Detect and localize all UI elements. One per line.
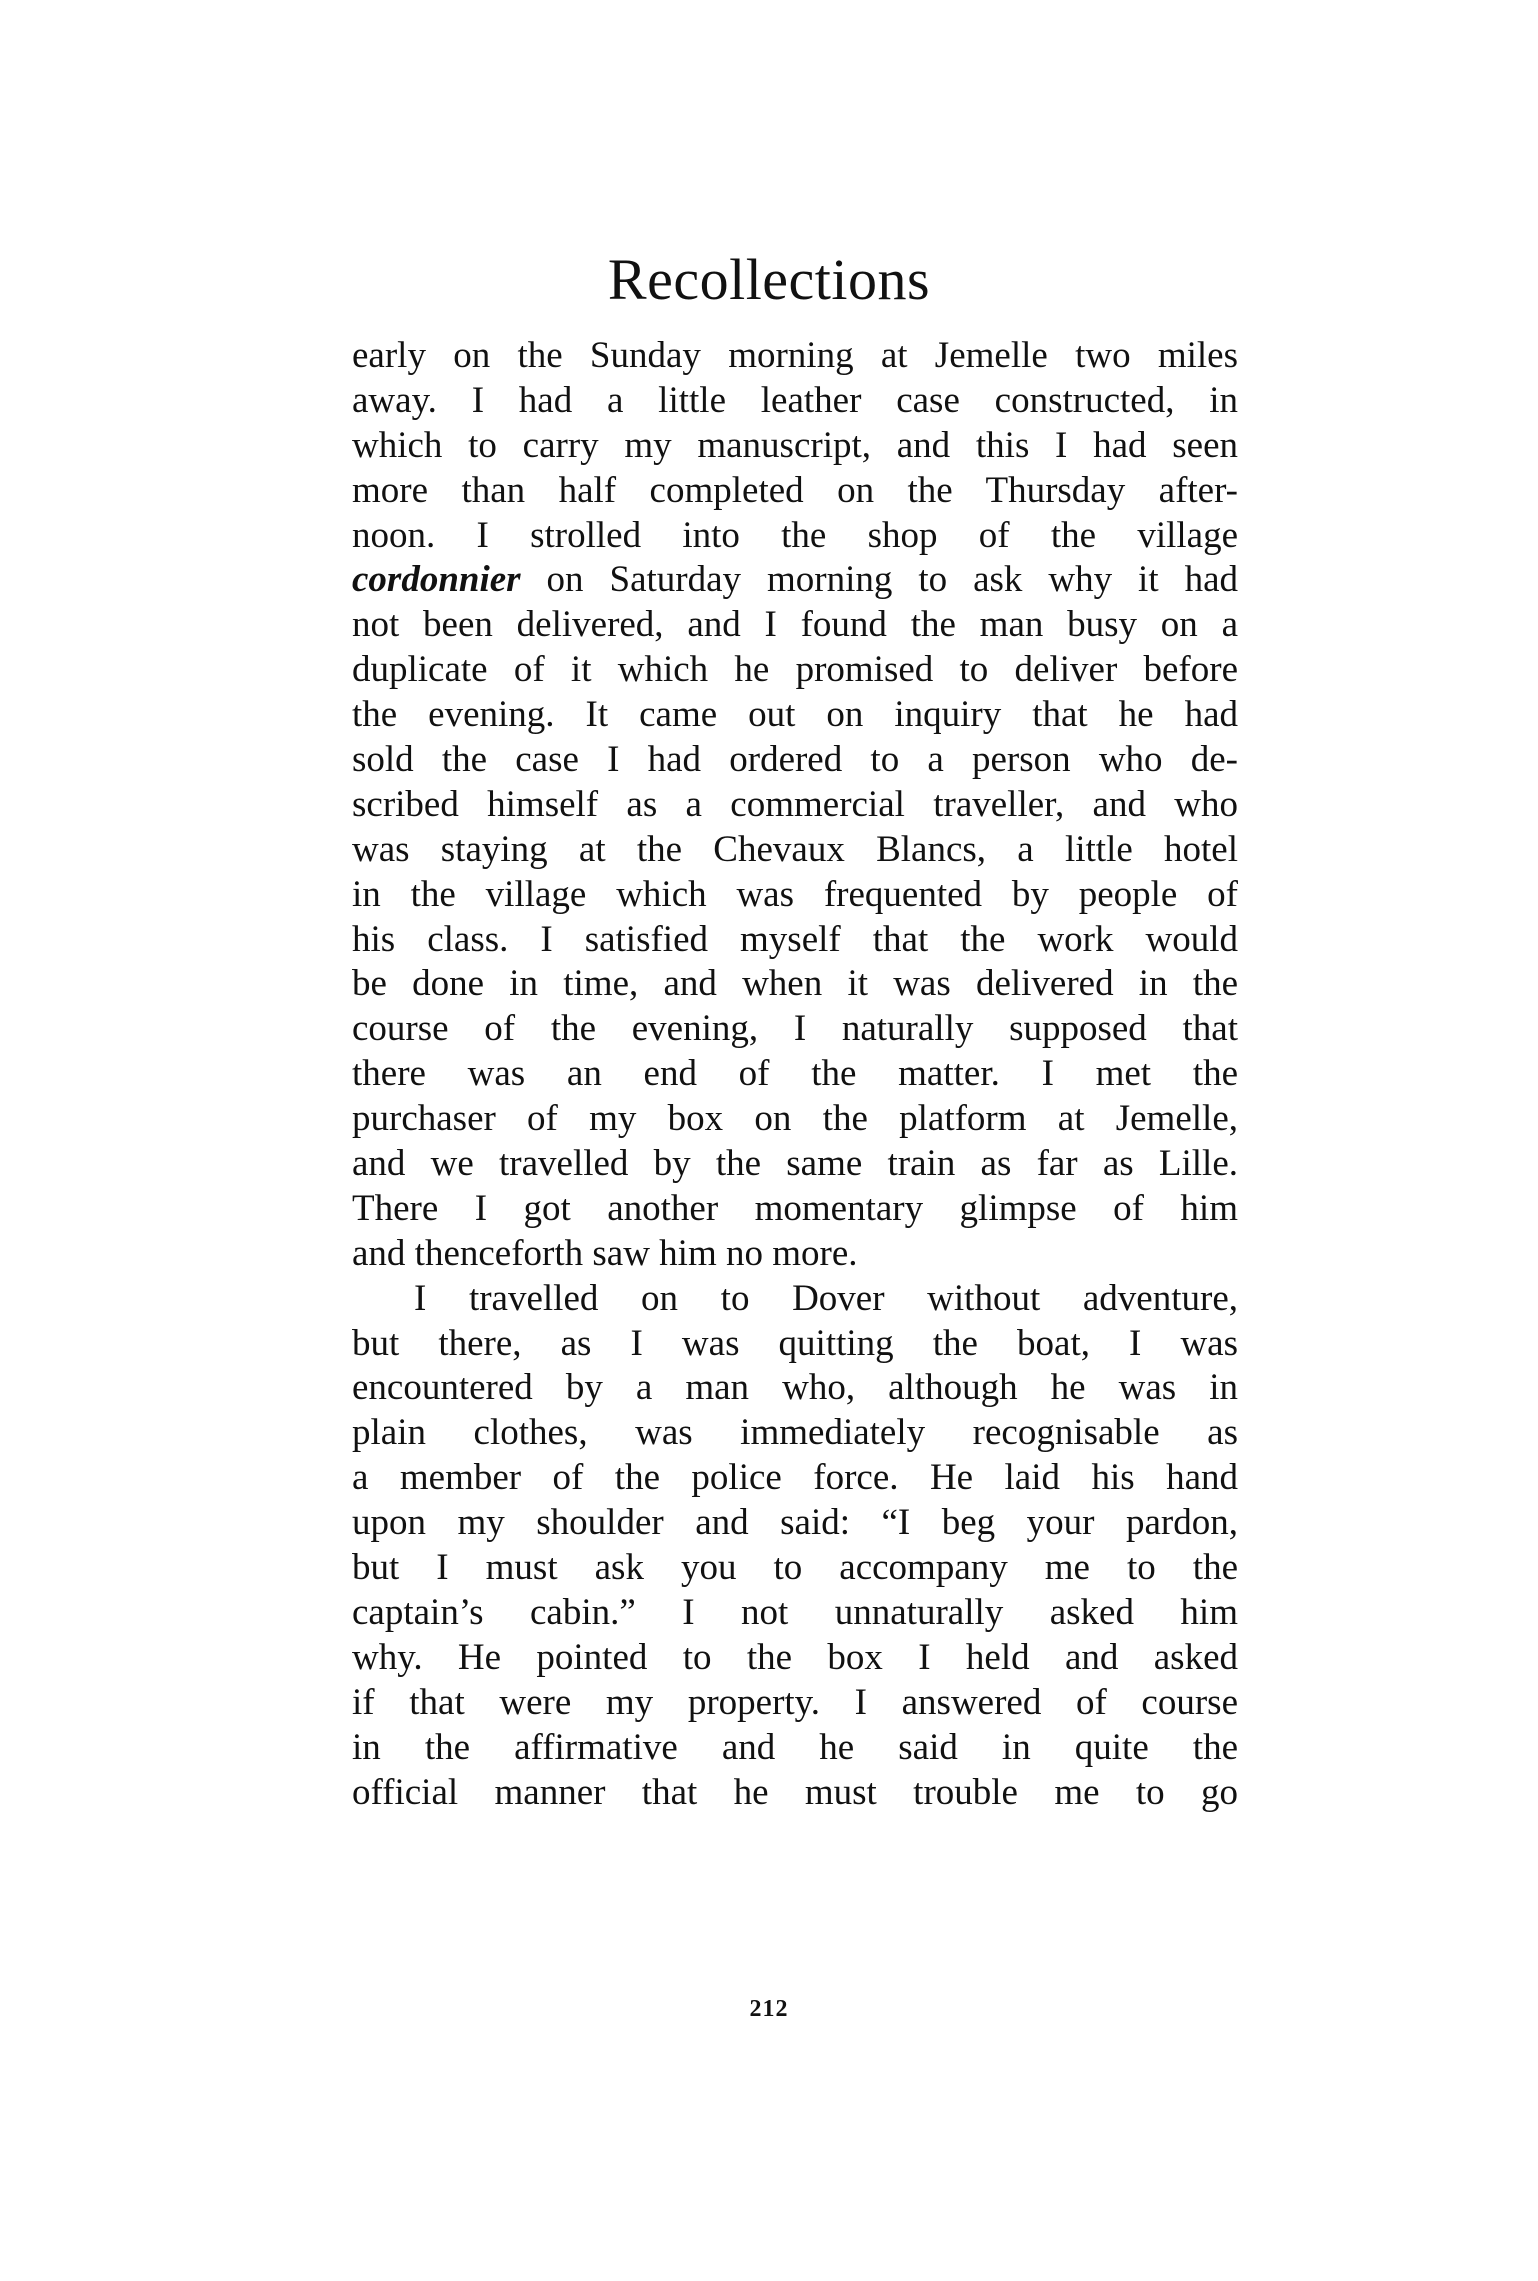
- text-line-paragraph-start: I travelled on to Dover without adventure,: [414, 1277, 1238, 1319]
- text-line: away. I had a little leather case constructed, in: [352, 379, 1238, 421]
- text-line: captain’s cabin.” I not unnaturally asked him: [352, 1591, 1238, 1633]
- text-line: the evening. It came out on inquiry that he had: [352, 694, 1238, 736]
- text-line: which to carry my manuscript, and this I had seen: [352, 424, 1238, 466]
- text-line: but I must ask you to accompany me to the: [352, 1547, 1238, 1589]
- text-line: in the village which was frequented by people of: [352, 873, 1238, 915]
- text-line: and thenceforth saw him no more.: [352, 1232, 858, 1274]
- text-line: purchaser of my box on the platform at Jemelle,: [352, 1098, 1238, 1140]
- running-head: Recollections: [607, 247, 931, 312]
- text-line: encountered by a man who, although he was in: [352, 1367, 1238, 1409]
- text-line: plain clothes, was immediately recognisable as: [352, 1412, 1238, 1454]
- text-line-with-italic: [352, 558, 1238, 603]
- body-text: [352, 334, 1238, 1815]
- text-line: noon. I strolled into the shop of the village: [352, 514, 1238, 556]
- text-line: a member of the police force. He laid his hand: [352, 1457, 1238, 1499]
- italic-word: cordonnier: [352, 559, 521, 601]
- text-line: why. He pointed to the box I held and asked: [352, 1636, 1238, 1678]
- text-line: sold the case I had ordered to a person who de-: [352, 739, 1238, 781]
- text-line: There I got another momentary glimpse of him: [352, 1187, 1238, 1229]
- text-line: early on the Sunday morning at Jemelle two miles: [352, 335, 1238, 376]
- text-line: be done in time, and when it was delivered in the: [352, 963, 1238, 1005]
- text-line: but there, as I was quitting the boat, I was: [352, 1322, 1238, 1364]
- text-line: was staying at the Chevaux Blancs, a little hotel: [352, 828, 1238, 870]
- text-line: his class. I satisfied myself that the work would: [352, 918, 1238, 960]
- text-line: not been delivered, and I found the man busy on a: [352, 604, 1238, 646]
- text-line: duplicate of it which he promised to deliver before: [352, 649, 1238, 691]
- text-line: course of the evening, I naturally supposed that: [352, 1008, 1238, 1050]
- text-line: upon my shoulder and said: “I beg your pardon,: [352, 1502, 1238, 1544]
- text-line-rest: on Saturday morning to ask why it had: [546, 559, 1238, 601]
- text-line: if that were my property. I answered of course: [352, 1681, 1238, 1723]
- text-line: and we travelled by the same train as far as Lille.: [352, 1143, 1238, 1185]
- text-line: official manner that he must trouble me to go: [352, 1771, 1238, 1813]
- page-number: 212: [749, 1996, 789, 2022]
- text-line: scribed himself as a commercial traveller, and who: [352, 783, 1238, 825]
- text-line: more than half completed on the Thursday after-: [352, 469, 1238, 511]
- text-line: there was an end of the matter. I met the: [352, 1053, 1238, 1095]
- text-line: in the affirmative and he said in quite the: [352, 1726, 1238, 1768]
